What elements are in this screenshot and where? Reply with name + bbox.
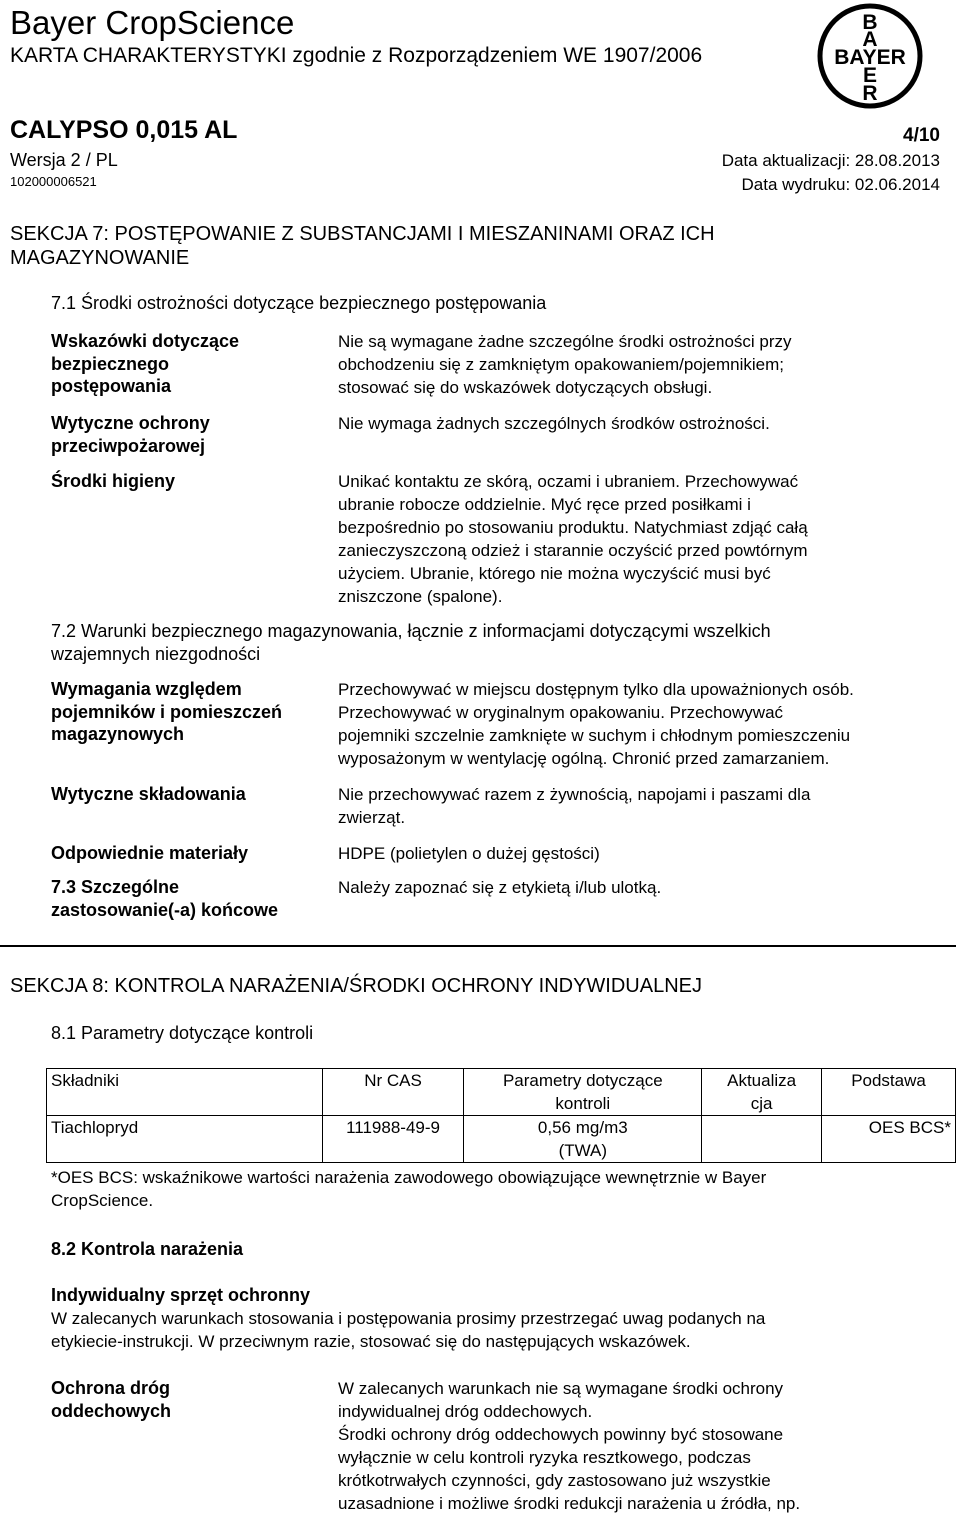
storage-guidelines-text: Nie przechowywać razem z żywnością, napojami i paszami dla zwierząt. [338,785,811,827]
product-name: CALYPSO 0,015 AL [10,116,238,144]
control-parameters-table [46,1068,956,1163]
document-subtitle: KARTA CHARAKTERYSTYKI zgodnie z Rozporządzeniem WE 1907/2006 [10,44,703,67]
logo-letter-low: E [862,64,878,87]
subsection-8-2-title: 8.2 Kontrola narażenia [51,1239,244,1259]
logo-letter-bottom: R [862,82,878,105]
respiratory-protection-text: W zalecanych warunkach nie są wymagane środki ochrony indywidualnej dróg oddechowych. Środki ochrony dróg oddechowych powinny być stosowane wyłącznie w celu kontroli ryzyka resztkowego, podczas krótkotrwałych czynności, gdy zastosowano już wszystkie uzasadnione i możliwe środki redukcji narażenia u źródła, np. [338,1379,801,1513]
section-8-title: SEKCJA 8: KONTROLA NARAŻENIA/ŚRODKI OCHRONY INDYWIDUALNEJ [10,975,702,997]
header-cell: Składniki [47,1069,323,1116]
specific-end-use-text: Należy zapoznać się z etykietą i/lub ulotką. [338,878,662,897]
header-cell: Podstawa [822,1069,956,1116]
hygiene-text: Unikać kontaktu ze skórą, oczami i ubraniem. Przechowywać ubranie robocze oddzielnie. Myć ręce przed posiłkami i bezpośrednio po stosowaniu produktu. Natychmiast zdjąć całą zanieczyszczoną odzież i starannie oczyścić przed powtórnym użyciem. Ubranie, którego nie można wyczyścić musi być zniszczone (spalone). [338,472,808,606]
logo-row: BAYER [834,46,906,69]
materials-text: HDPE (polietylen o dużej gęstości) [338,844,600,863]
table-header-row [47,1069,956,1116]
section-7-title: SEKCJA 7: POSTĘPOWANIE Z SUBSTANCJAMI I MIESZANINAMI ORAZ ICH MAGAZYNOWANIE [10,223,715,269]
page-number: 4/10 [903,125,940,146]
specific-end-use-label: 7.3 Szczególne zastosowanie(-a) końcowe [51,877,279,920]
cell-update [702,1116,822,1163]
cell-component: Tiachlopryd [47,1116,323,1163]
cell-cas: 111988-49-9 [322,1116,464,1163]
ppe-title: Indywidualny sprzęt ochronny [51,1285,311,1305]
subsection-7-1-title: 7.1 Środki ostrożności dotyczące bezpiecznego postępowania [51,293,547,313]
storage-requirements-text: Przechowywać w miejscu dostępnym tylko dla upoważnionych osób. Przechowywać w oryginalnym opakowaniu. Przechowywać pojemniki szczelnie zamknięte w suchym i chłodnym pomieszczeniu wyposażonym w wentylację ogólną. Chronić przed zamarzaniem. [338,680,854,768]
ppe-text: W zalecanych warunkach stosowania i postępowania prosimy przestrzegać uwag podanych na etykiecie-instrukcji. W przeciwnym razie, stosować się do następujących wskazówek. [51,1309,766,1351]
storage-guidelines-label: Wytyczne składowania [51,784,246,804]
logo-letter-mid: A [862,28,878,51]
fire-protection-label: Wytyczne ochrony przeciwpożarowej [51,413,210,456]
cell-basis: OES BCS* [822,1116,956,1163]
hygiene-label: Środki higieny [51,471,176,491]
header-cell: Nr CAS [322,1069,464,1116]
safe-handling-label: Wskazówki dotyczące bezpiecznego postępowania [51,331,240,396]
materials-label: Odpowiednie materiały [51,843,249,863]
document-number: 102000006521 [10,174,97,189]
section-divider [0,945,956,947]
subsection-7-2-title: 7.2 Warunki bezpiecznego magazynowania, łącznie z informacjami dotyczącymi wszelkich wzajemnych niezgodności [51,621,771,664]
update-date: Data aktualizacji: 28.08.2013 [721,151,940,170]
print-date: Data wydruku: 02.06.2014 [741,175,940,194]
respiratory-protection-label: Ochrona dróg oddechowych [51,1378,172,1421]
table-row [47,1116,956,1163]
logo-letter-top: B [862,11,878,34]
bayer-cross-logo [816,2,924,110]
version-label: Wersja 2 / PL [10,150,118,170]
subsection-8-1-title: 8.1 Parametry dotyczące kontroli [51,1023,314,1043]
header-cell: Parametry dotyczące kontroli [464,1069,702,1116]
fire-protection-text: Nie wymaga żadnych szczególnych środków ostrożności. [338,414,770,433]
table-footnote: *OES BCS: wskaźnikowe wartości narażenia zawodowego obowiązujące wewnętrznie w Bayer CropScience. [51,1168,767,1210]
header-cell: Aktualiza cja [702,1069,822,1116]
safe-handling-text: Nie są wymagane żadne szczególne środki ostrożności przy obchodzeniu się z zamkniętym opakowaniem/pojemnikiem; stosować się do wskazówek dotyczących obsługi. [338,332,792,397]
cell-param: 0,56 mg/m3 (TWA) [464,1116,702,1163]
storage-requirements-label: Wymagania względem pojemników i pomieszczeń magazynowych [51,679,283,744]
company-name: Bayer CropScience [10,4,295,41]
